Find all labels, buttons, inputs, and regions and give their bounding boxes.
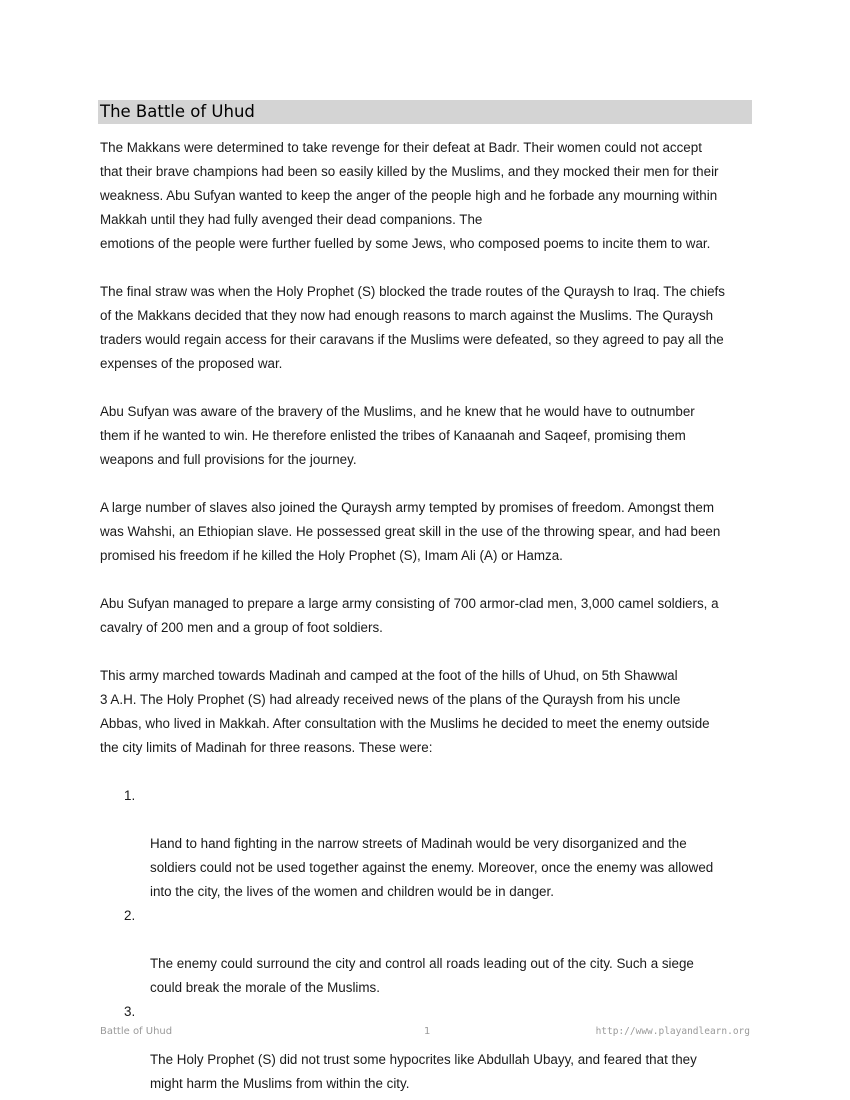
- footer-title: Battle of Uhud: [100, 1026, 173, 1037]
- page-number: 1: [424, 1026, 431, 1037]
- list-item: [100, 1000, 760, 1096]
- paragraph-5: Abu Sufyan managed to prepare a large army consisting of 700 armor-clad men, 3,000 camel soldiers, a cavalry of 200 men and a group of foot soldiers.: [100, 596, 719, 635]
- reasons-list: [100, 784, 760, 1096]
- body-text: [100, 136, 760, 1096]
- list-item: [100, 904, 760, 1000]
- paragraph-3: Abu Sufyan was aware of the bravery of the Muslims, and he knew that he would have to outnumber them if he wanted to win. He therefore enlisted the tribes of Kanaanah and Saqeef, promising them weapons and full provisions for the journey.: [100, 404, 695, 467]
- list-text: The Holy Prophet (S) did not trust some hypocrites like Abdullah Ubayy, and feared that they might harm the Muslims from within the city.: [150, 1052, 697, 1091]
- footer-url: http://www.playandlearn.org: [595, 1026, 750, 1037]
- list-text: The enemy could surround the city and control all roads leading out of the city. Such a siege could break the morale of the Muslims.: [150, 956, 694, 995]
- page-footer: [100, 1026, 750, 1040]
- page-title: The Battle of Uhud: [100, 102, 255, 121]
- paragraph-6: This army marched towards Madinah and camped at the foot of the hills of Uhud, on 5th Shawwal 3 A.H. The Holy Prophet (S) had already received news of the plans of the Quraysh from his uncle Abbas, who lived in Makkah. After consultation with the Muslims he decided to meet the enemy outside the city limits of Madinah for three reasons. These were:: [100, 668, 710, 755]
- paragraph-4: A large number of slaves also joined the Quraysh army tempted by promises of freedom. Amongst them was Wahshi, an Ethiopian slave. He possessed great skill in the use of the throwing spear, and had been promised his freedom if he killed the Holy Prophet (S), Imam Ali (A) or Hamza.: [100, 500, 721, 563]
- title-bar: [98, 100, 752, 124]
- paragraph-1: The Makkans were determined to take revenge for their defeat at Badr. Their women could not accept that their brave champions had been so easily killed by the Muslims, and they mocked their men for their weakness. Abu Sufyan wanted to keep the anger of the people high and he forbade any mourning within Makkah until they had fully avenged their dead companions. The emotions of the people were further fuelled by some Jews, who composed poems to incite them to war.: [100, 140, 719, 251]
- list-number: 3.: [124, 1004, 136, 1019]
- list-text: Hand to hand fighting in the narrow streets of Madinah would be very disorganized and the soldiers could not be used together against the enemy. Moreover, once the enemy was allowed into the city, the lives of the women and children would be in danger.: [150, 836, 714, 899]
- list-item: [100, 784, 760, 904]
- list-number: 1.: [124, 788, 136, 803]
- paragraph-2: The final straw was when the Holy Prophet (S) blocked the trade routes of the Quraysh to Iraq. The chiefs of the Makkans decided that they now had enough reasons to march against the Muslims. The Quraysh traders would regain access for their caravans if the Muslims were defeated, so they agreed to pay all the expenses of the proposed war.: [100, 284, 725, 371]
- list-number: 2.: [124, 908, 136, 923]
